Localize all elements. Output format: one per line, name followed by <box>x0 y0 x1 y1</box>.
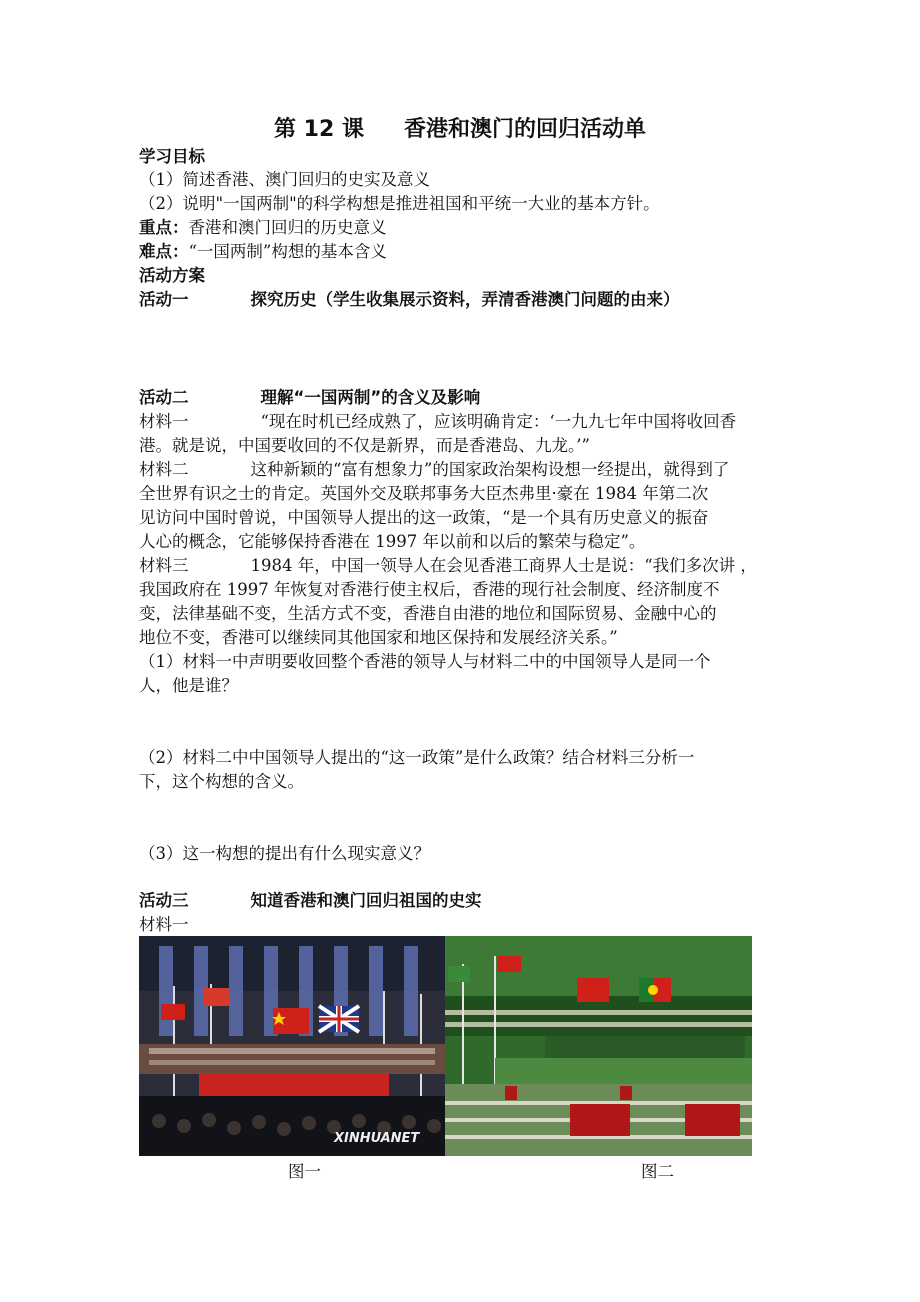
lesson-number: 第 12 课 <box>274 117 364 142</box>
material3-line-1: 材料三 1984 年，中国一领导人在会见香港工商界人士是说：“我们多次讲 ， <box>139 556 757 575</box>
objective-item-1: （1）简述香港、澳门回归的史实及意义 <box>139 170 430 189</box>
objectives-heading: 学习目标 <box>139 147 205 166</box>
figure-2-photo <box>445 936 752 1156</box>
question-1-line-1: （1）材料一中声明要收回整个香港的领导人与材料二中的中国领导人是同一个 <box>139 652 711 671</box>
question-3: （3）这一构想的提出有什么现实意义？ <box>139 844 430 863</box>
material1-line-1: 材料一 “现在时机已经成熟了，应该明确肯定：‘一九九七年中国将收回香 <box>139 412 737 431</box>
objective-item-2: （2）说明"一国两制"的科学构想是推进祖国和平统一大业的基本方针。 <box>139 194 660 213</box>
material2-line-4: 人心的概念，它能够保持香港在 1997 年以前和以后的繁荣与稳定”。 <box>139 532 646 551</box>
activity1-heading: 活动一 探究历史（学生收集展示资料，弄清香港澳门问题的由来） <box>139 290 680 309</box>
activity3-heading: 活动三 知道香港和澳门回归祖国的史实 <box>139 891 482 910</box>
figure-1-photo <box>139 936 445 1156</box>
material3-line-4: 地位不变，香港可以继续同其他国家和地区保持和发展经济关系。” <box>139 628 618 647</box>
lesson-name: 香港和澳门的回归活动单 <box>403 117 646 142</box>
question-1-line-2: 人，他是谁？ <box>139 676 238 695</box>
difficulty: 难点：“一国两制”构想的基本含义 <box>139 242 387 261</box>
material3-line-2: 我国政府在 1997 年恢复对香港行使主权后，香港的现行社会制度、经济制度不 <box>139 580 720 599</box>
material2-line-3: 见访问中国时曾说，中国领导人提出的这一政策，“是一个具有历史意义的振奋 <box>139 508 709 527</box>
xinhuanet-watermark: XINHUANET <box>334 1131 420 1146</box>
question-2-line-2: 下，这个构想的含义。 <box>139 772 304 791</box>
key-point: 重点：香港和澳门回归的历史意义 <box>139 218 387 237</box>
page-title <box>0 112 920 143</box>
material2-line-1: 材料二 这种新颖的“富有想象力”的国家政治架构设想一经提出，就得到了 <box>139 460 730 479</box>
plan-heading: 活动方案 <box>139 266 205 285</box>
figure-2-caption: 图二 <box>641 1162 674 1181</box>
activity3-material-label: 材料一 <box>139 915 189 934</box>
material1-line-2: 港。就是说，中国要收回的不仅是新界，而是香港岛、九龙。’” <box>139 436 590 455</box>
figure-1-caption: 图一 <box>288 1162 321 1181</box>
activity2-heading: 活动二 理解“一国两制”的含义及影响 <box>139 388 481 407</box>
question-2-line-1: （2）材料二中中国领导人提出的“这一政策”是什么政策？结合材料三分析一 <box>139 748 695 767</box>
material2-line-2: 全世界有识之士的肯定。英国外交及联邦事务大臣杰弗里·豪在 1984 年第二次 <box>139 484 709 503</box>
material3-line-3: 变，法律基础不变，生活方式不变，香港自由港的地位和国际贸易、金融中心的 <box>139 604 717 623</box>
